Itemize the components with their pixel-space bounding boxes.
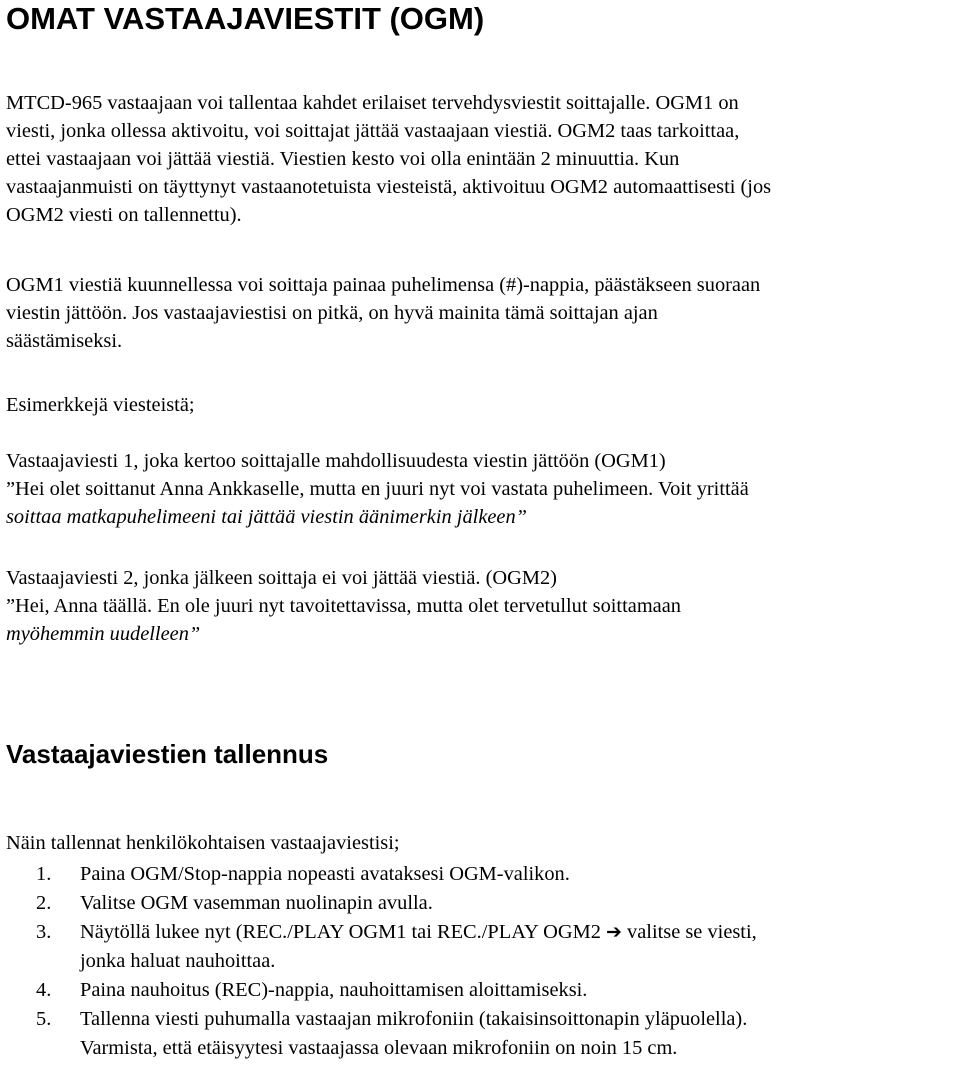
list-item — [6, 889, 956, 918]
example-1-label: Vastaajaviesti 1, joka kertoo soittajalle mahdollisuudesta viestin jättöön (OGM1) — [6, 450, 666, 472]
list-item-number: 1. — [36, 863, 52, 885]
intro-line: MTCD-965 vastaajaan voi tallentaa kahdet erilaiset tervehdysviestit soittajalle. OGM1 on — [6, 92, 739, 114]
list-item-text: Valitse OGM vasemman nuolinapin avulla. — [80, 892, 433, 914]
list-item-text: Paina nauhoitus (REC)-nappia, nauhoittamisen aloittamiseksi. — [80, 979, 588, 1001]
steps-intro-text: Näin tallennat henkilökohtaisen vastaajaviestisi; — [6, 832, 400, 854]
list-item-text-after-arrow: valitse se viesti, — [627, 921, 757, 943]
example-2-quote-line-2: myöhemmin uudelleen” — [6, 623, 201, 645]
example-1 — [6, 447, 956, 531]
list-item-number: 2. — [36, 892, 52, 914]
list-item — [6, 976, 956, 1005]
tip-line: viestin jättöön. Jos vastaajaviestisi on pitkä, on hyvä mainita tämä soittajan ajan — [6, 302, 658, 324]
list-item-text-line-2: jonka haluat nauhoittaa. — [80, 950, 276, 972]
section-title: Vastaajaviestien tallennus — [6, 739, 329, 769]
list-item-text-line-1 — [80, 918, 956, 947]
examples-heading-text: Esimerkkejä viesteistä; — [6, 394, 195, 416]
intro-line: ettei vastaajaan voi jättää viestiä. Viestien kesto voi olla enintään 2 minuuttia. Kun — [6, 148, 680, 170]
list-item — [6, 918, 956, 976]
intro-line: OGM2 viesti on tallennettu). — [6, 204, 242, 226]
examples-heading — [6, 391, 956, 419]
tip-line: säästämiseksi. — [6, 330, 123, 352]
tip-line: OGM1 viestiä kuunnellessa voi soittaja painaa puhelimensa (#)-nappia, päästäkseen suoraan — [6, 274, 761, 296]
list-item-text: Paina OGM/Stop-nappia nopeasti avataksesi OGM-valikon. — [80, 863, 570, 885]
page-title: OMAT VASTAAJAVIESTIT (OGM) — [6, 1, 485, 36]
example-2 — [6, 564, 956, 648]
list-item-text-before-arrow: Näytöllä lukee nyt (REC./PLAY OGM1 tai REC./PLAY OGM2 — [80, 921, 601, 943]
intro-line: viesti, jonka ollessa aktivoitu, voi soittajat jättää vastaajaan viestiä. OGM2 taas tarkoittaa, — [6, 120, 740, 142]
list-item — [6, 860, 956, 889]
example-2-quote-line-1: ”Hei, Anna täällä. En ole juuri nyt tavoitettavissa, mutta olet tervetullut soittamaan — [6, 595, 681, 617]
example-1-quote-line-1: ”Hei olet soittanut Anna Ankkaselle, mutta en juuri nyt voi vastata puhelimeen. Voit yrittää — [6, 478, 749, 500]
list-item — [6, 1005, 956, 1063]
tip-paragraph — [6, 271, 956, 355]
list-item-text-line-2: Varmista, että etäisyytesi vastaajassa olevaan mikrofoniin on noin 15 cm. — [80, 1037, 678, 1059]
example-1-quote-line-2: soittaa matkapuhelimeeni tai jättää viestin äänimerkin jälkeen” — [6, 506, 528, 528]
steps-list — [6, 860, 956, 1063]
list-item-number: 4. — [36, 979, 52, 1001]
right-arrow-icon: ➔ — [606, 921, 622, 943]
intro-paragraph — [6, 89, 956, 229]
example-2-label: Vastaajaviesti 2, jonka jälkeen soittaja ei voi jättää viestiä. (OGM2) — [6, 567, 557, 589]
intro-line: vastaajanmuisti on täyttynyt vastaanotetuista viesteistä, aktivoituu OGM2 automaattisesti (jos — [6, 176, 772, 198]
list-item-text-line-1: Tallenna viesti puhumalla vastaajan mikrofoniin (takaisinsoittonapin yläpuolella). — [80, 1008, 748, 1030]
list-item-number: 3. — [36, 921, 52, 943]
steps-intro — [6, 829, 956, 857]
list-item-number: 5. — [36, 1008, 52, 1030]
